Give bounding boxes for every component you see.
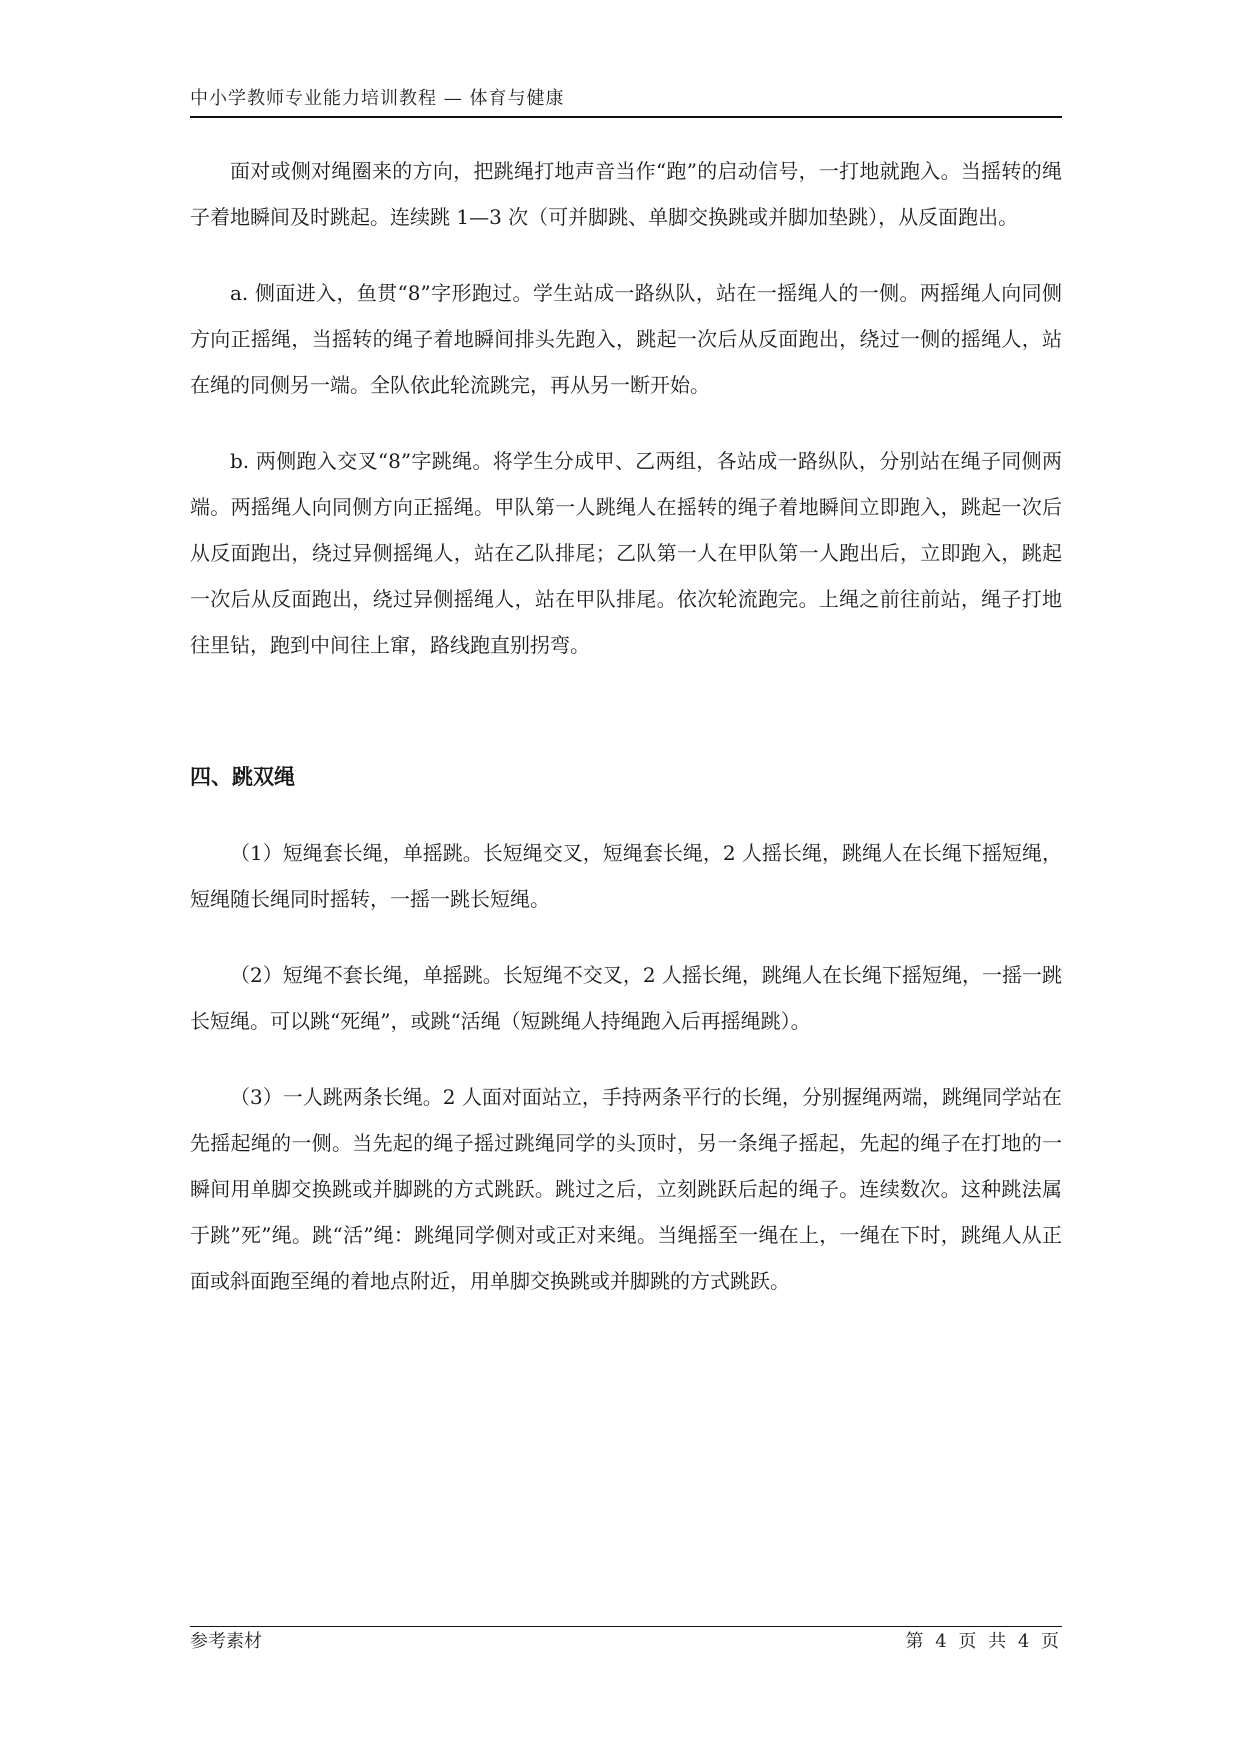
- paragraph-intro: 面对或侧对绳圈来的方向，把跳绳打地声音当作“跑”的启动信号，一打地就跑入。当摇转的绳子着地瞬间及时跳起。连续跳 1—3 次（可并脚跳、单脚交换跳或并脚加垫跳），从反面跑出。: [190, 159, 1062, 229]
- page-body: [190, 148, 1062, 1304]
- paragraph-3: （3）一人跳两条长绳。2 人面对面站立，手持两条平行的长绳，分别握绳两端，跳绳同学站在先摇起绳的一侧。当先起的绳子摇过跳绳同学的头顶时，另一条绳子摇起，先起的绳子在打地的一瞬间用单脚交换跳或并脚跳的方式跳跃。跳过之后，立刻跳跃后起的绳子。连续数次。这种跳法属于跳”死”绳。跳“活”绳：跳绳同学侧对或正对来绳。当绳摇至一绳在上，一绳在下时，跳绳人从正面或斜面跑至绳的着地点附近，用单脚交换跳或并脚跳的方式跳跃。: [190, 1085, 1062, 1293]
- page-header: [190, 88, 1062, 118]
- page-footer: [190, 1626, 1062, 1655]
- header-title: 中小学教师专业能力培训教程 — 体育与健康: [190, 88, 565, 109]
- paragraph-a: a. 侧面进入，鱼贯“8”字形跑过。学生站成一路纵队，站在一摇绳人的一侧。两摇绳人向同侧方向正摇绳，当摇转的绳子着地瞬间排头先跑入，跳起一次后从反面跑出，绕过一侧的摇绳人，站在绳的同侧另一端。全队依此轮流跳完，再从另一断开始。: [190, 281, 1062, 397]
- paragraph-1: （1）短绳套长绳，单摇跳。长短绳交叉，短绳套长绳，2 人摇长绳，跳绳人在长绳下摇短绳，短绳随长绳同时摇转，一摇一跳长短绳。: [190, 841, 1062, 911]
- paragraph-2: （2）短绳不套长绳，单摇跳。长短绳不交叉，2 人摇长绳，跳绳人在长绳下摇短绳，一摇一跳长短绳。可以跳“死绳”，或跳“活绳（短跳绳人持绳跑入后再摇绳跳）。: [190, 963, 1062, 1033]
- paragraph-b: b. 两侧跑入交叉“8”字跳绳。将学生分成甲、乙两组，各站成一路纵队，分别站在绳子同侧两端。两摇绳人向同侧方向正摇绳。甲队第一人跳绳人在摇转的绳子着地瞬间立即跑入，跳起一次后从反面跑出，绕过异侧摇绳人，站在乙队排尾；乙队第一人在甲队第一人跑出后，立即跑入，跳起一次后从反面跑出，绕过异侧摇绳人，站在甲队排尾。依次轮流跑完。上绳之前往前站，绳子打地往里钻，跑到中间往上窜，路线跑直别拐弯。: [190, 449, 1062, 657]
- page-number: 第 4 页 共 4 页: [905, 1631, 1062, 1652]
- section-heading: 四、跳双绳: [190, 764, 295, 789]
- footer-label: 参考素材: [190, 1631, 262, 1652]
